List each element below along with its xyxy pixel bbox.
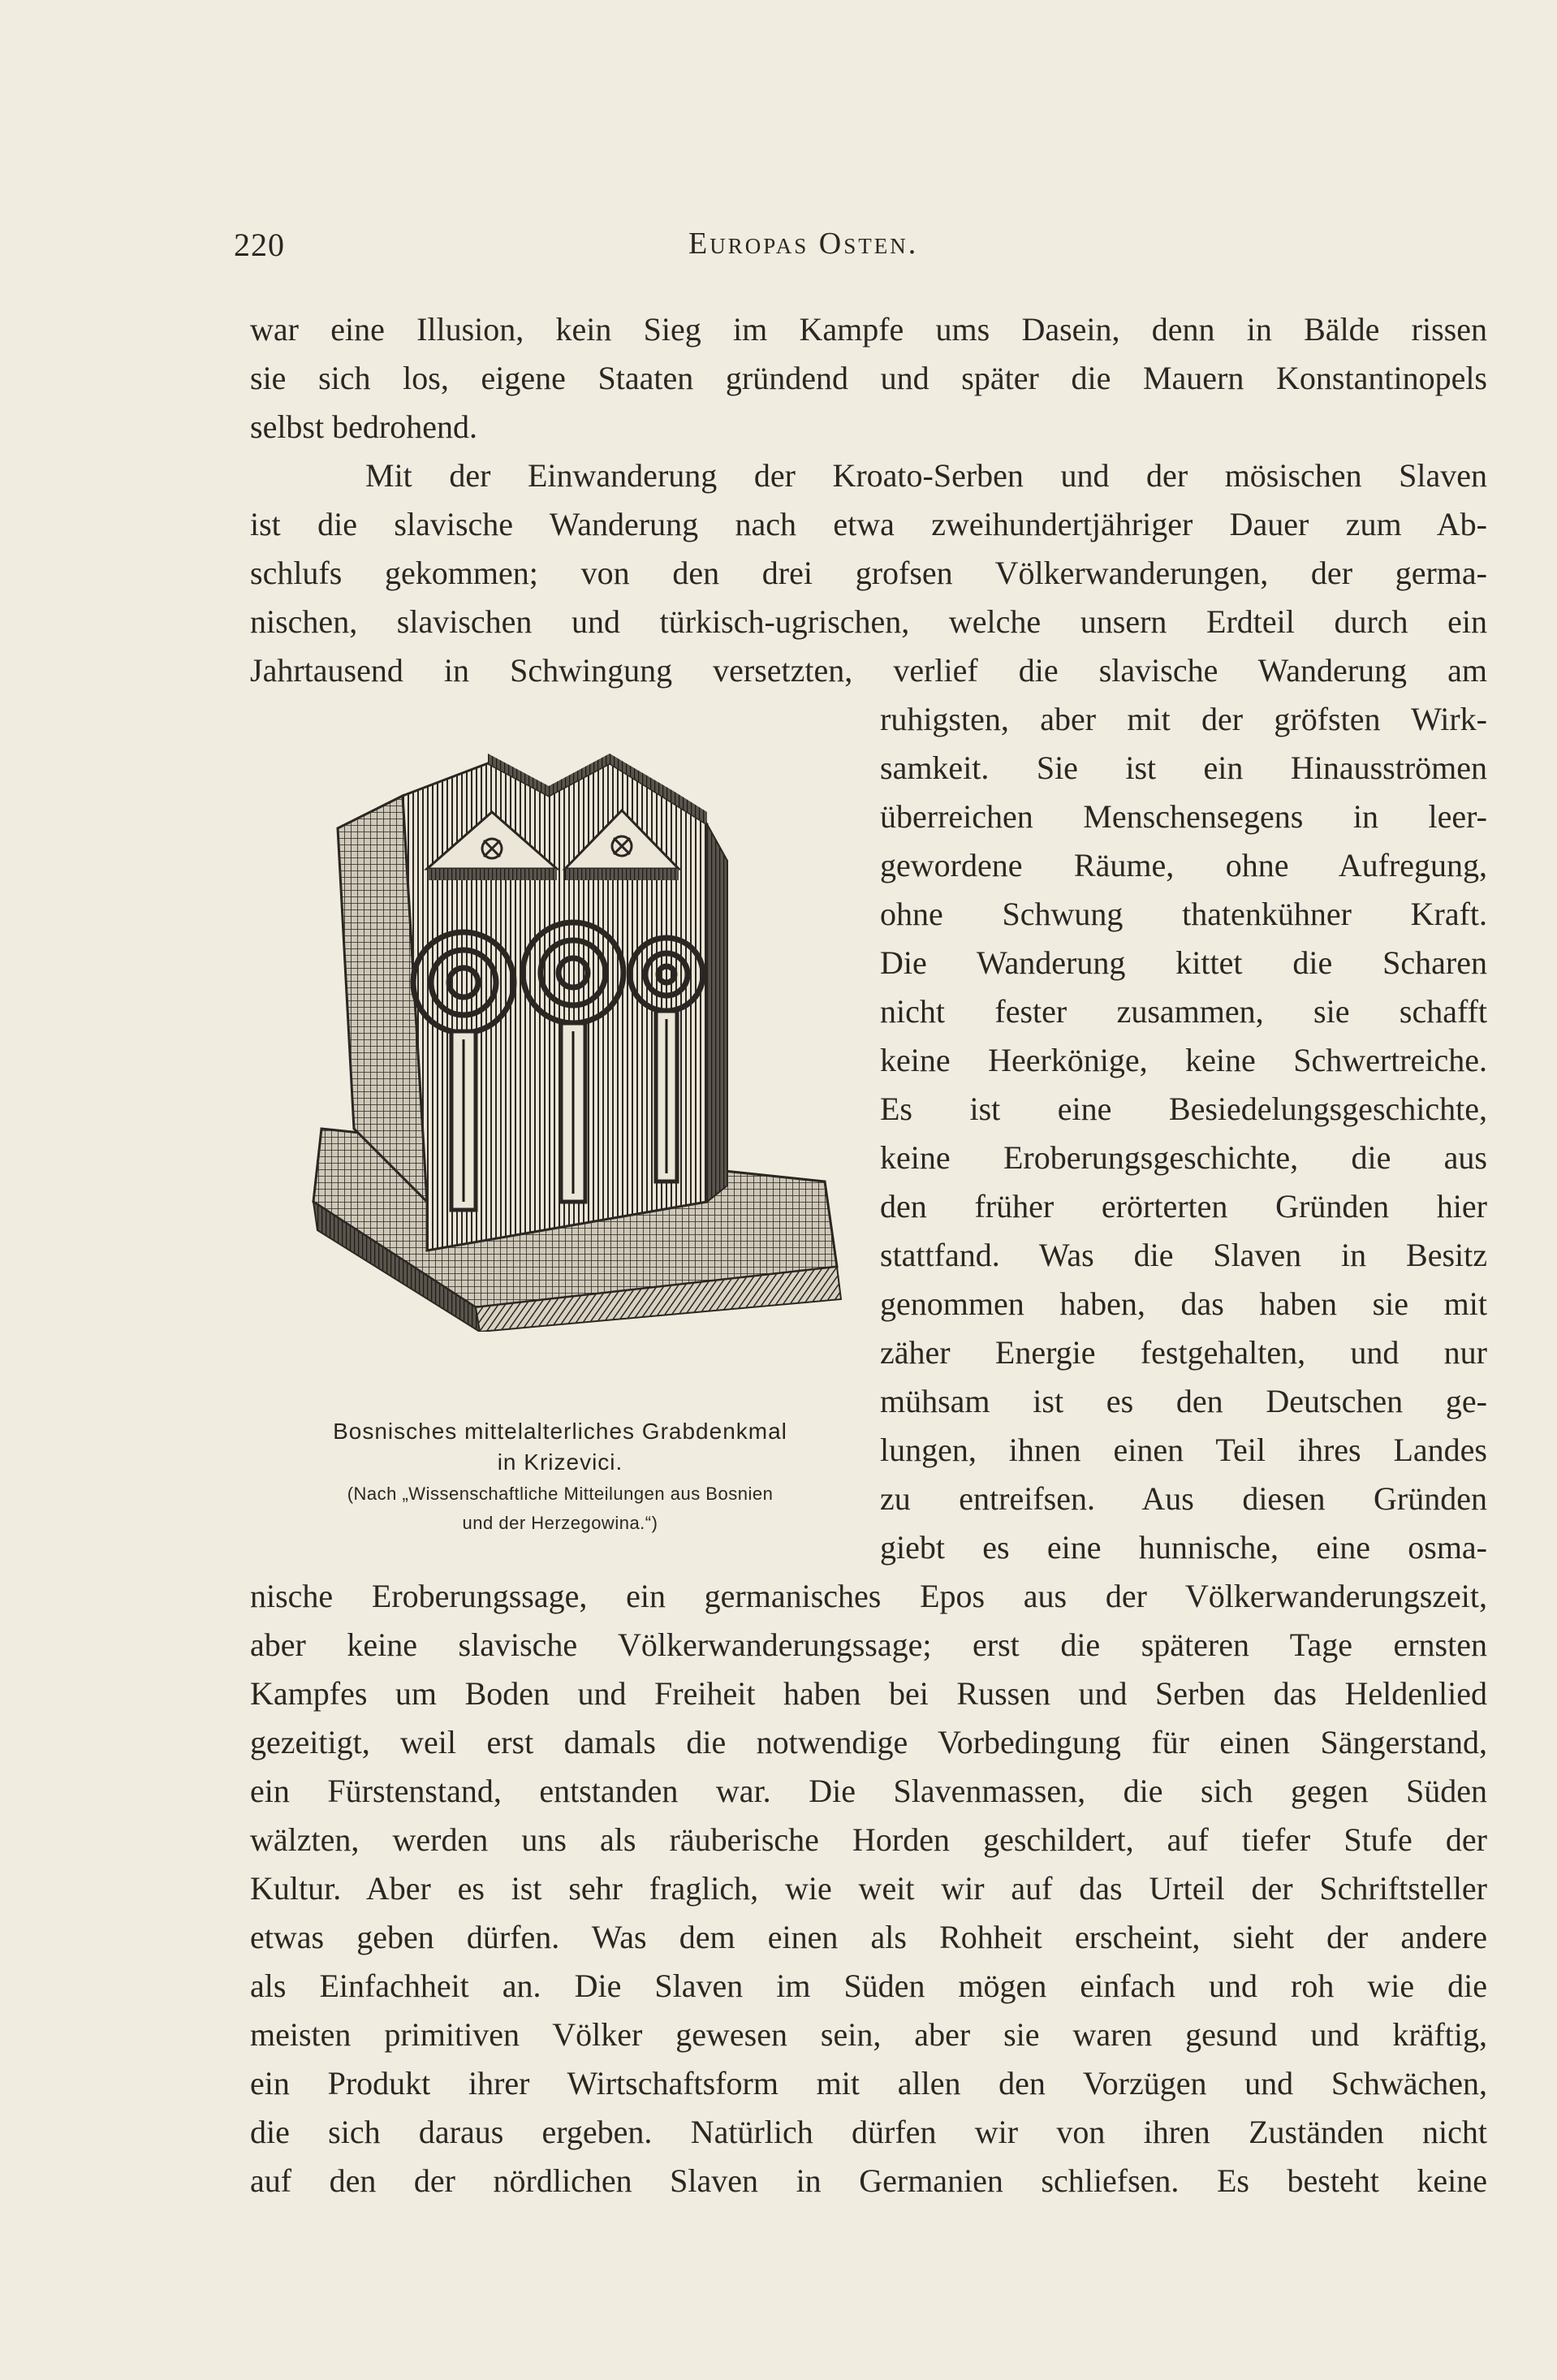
text-line: Mit der Einwanderung der Kroato-Serben und der mösischen Slaven [365,457,1487,494]
text-line: Jahrtausend in Schwingung versetzten, verlief die slavische Wanderung am [250,652,1487,689]
page-number: 220 [234,227,285,263]
text-line: Kultur. Aber es ist sehr fraglich, wie weit wir auf das Urteil der Schriftsteller [250,1870,1487,1907]
text-line: wälzten, werden uns als räuberische Horden geschildert, auf tiefer Stufe der [250,1821,1487,1858]
running-head [234,226,1484,274]
text-line: ruhigsten, aber mit der gröfsten Wirk- [880,701,1487,737]
caption-source: und der Herzegowina.“) [462,1513,658,1533]
gravestone-illustration [305,747,857,1332]
text-line: keine Heerkönige, keine Schwertreiche. [880,1042,1487,1078]
text-line: war eine Illusion, kein Sieg im Kampfe ums Dasein, denn in Bälde rissen [250,311,1487,348]
text-line: stattfand. Was die Slaven in Besitz [880,1237,1487,1273]
text-line: Kampfes um Boden und Freiheit haben bei Russen und Serben das Heldenlied [250,1675,1487,1712]
text-line: Die Wanderung kittet die Scharen [880,944,1487,981]
text-line: zu entreifsen. Aus diesen Gründen [880,1480,1487,1517]
text-line: überreichen Menschensegens in leer- [880,798,1487,835]
caption-title: Bosnisches mittelalterliches Grabdenkmal [333,1419,787,1444]
text-line: ein Fürstenstand, entstanden war. Die Slavenmassen, die sich gegen Süden [250,1773,1487,1809]
text-line: aber keine slavische Völkerwanderungssage; erst die späteren Tage ernsten [250,1626,1487,1663]
text-line: lungen, ihnen einen Teil ihres Landes [880,1432,1487,1468]
text-line: giebt es eine hunnische, eine osma- [880,1529,1487,1566]
running-title: Europas Osten. [688,227,919,261]
text-line: gewordene Räume, ohne Aufregung, [880,847,1487,883]
text-line: als Einfachheit an. Die Slaven im Süden mögen einfach und roh wie die [250,1967,1487,2004]
text-line: nische Eroberungssage, ein germanisches Epos aus der Völkerwanderungszeit, [250,1578,1487,1614]
text-line: ohne Schwung thatenkühner Kraft. [880,896,1487,932]
text-line: schlufs gekommen; von den drei grofsen Völkerwanderungen, der germa- [250,555,1487,591]
text-line: die sich daraus ergeben. Natürlich dürfen wir von ihren Zuständen nicht [250,2114,1487,2150]
text-line: Es ist eine Besiedelungsgeschichte, [880,1091,1487,1127]
text-line: nischen, slavischen und türkisch-ugrischen, welche unsern Erdteil durch ein [250,603,1487,640]
text-line: selbst bedrohend. [250,408,477,445]
caption-subtitle: in Krizevici. [497,1449,623,1475]
text-line: auf den der nördlichen Slaven in Germanien schliefsen. Es besteht keine [250,2162,1487,2199]
text-line: sie sich los, eigene Staaten gründend und später die Mauern Konstantinopels [250,360,1487,396]
text-line: den früher erörterten Gründen hier [880,1188,1487,1225]
caption-source: (Nach „Wissenschaftliche Mitteilungen aus Bosnien [347,1484,774,1504]
text-line: zäher Energie festgehalten, und nur [880,1334,1487,1371]
text-line: ein Produkt ihrer Wirtschaftsform mit allen den Vorzügen und Schwächen, [250,2065,1487,2101]
text-line: etwas geben dürfen. Was dem einen als Rohheit erscheint, sieht der andere [250,1919,1487,1955]
text-line: keine Eroberungsgeschichte, die aus [880,1139,1487,1176]
text-line: samkeit. Sie ist ein Hinausströmen [880,749,1487,786]
text-line: nicht fester zusammen, sie schafft [880,993,1487,1030]
text-line: mühsam ist es den Deutschen ge- [880,1383,1487,1419]
text-line: genommen haben, das haben sie mit [880,1285,1487,1322]
figure-caption [244,1416,877,1536]
stone-engraving [305,747,857,1332]
text-line: gezeitigt, weil erst damals die notwendige Vorbedingung für einen Sängerstand, [250,1724,1487,1760]
text-line: meisten primitiven Völker gewesen sein, aber sie waren gesund und kräftig, [250,2016,1487,2053]
text-line: ist die slavische Wanderung nach etwa zweihundertjähriger Dauer zum Ab- [250,506,1487,542]
